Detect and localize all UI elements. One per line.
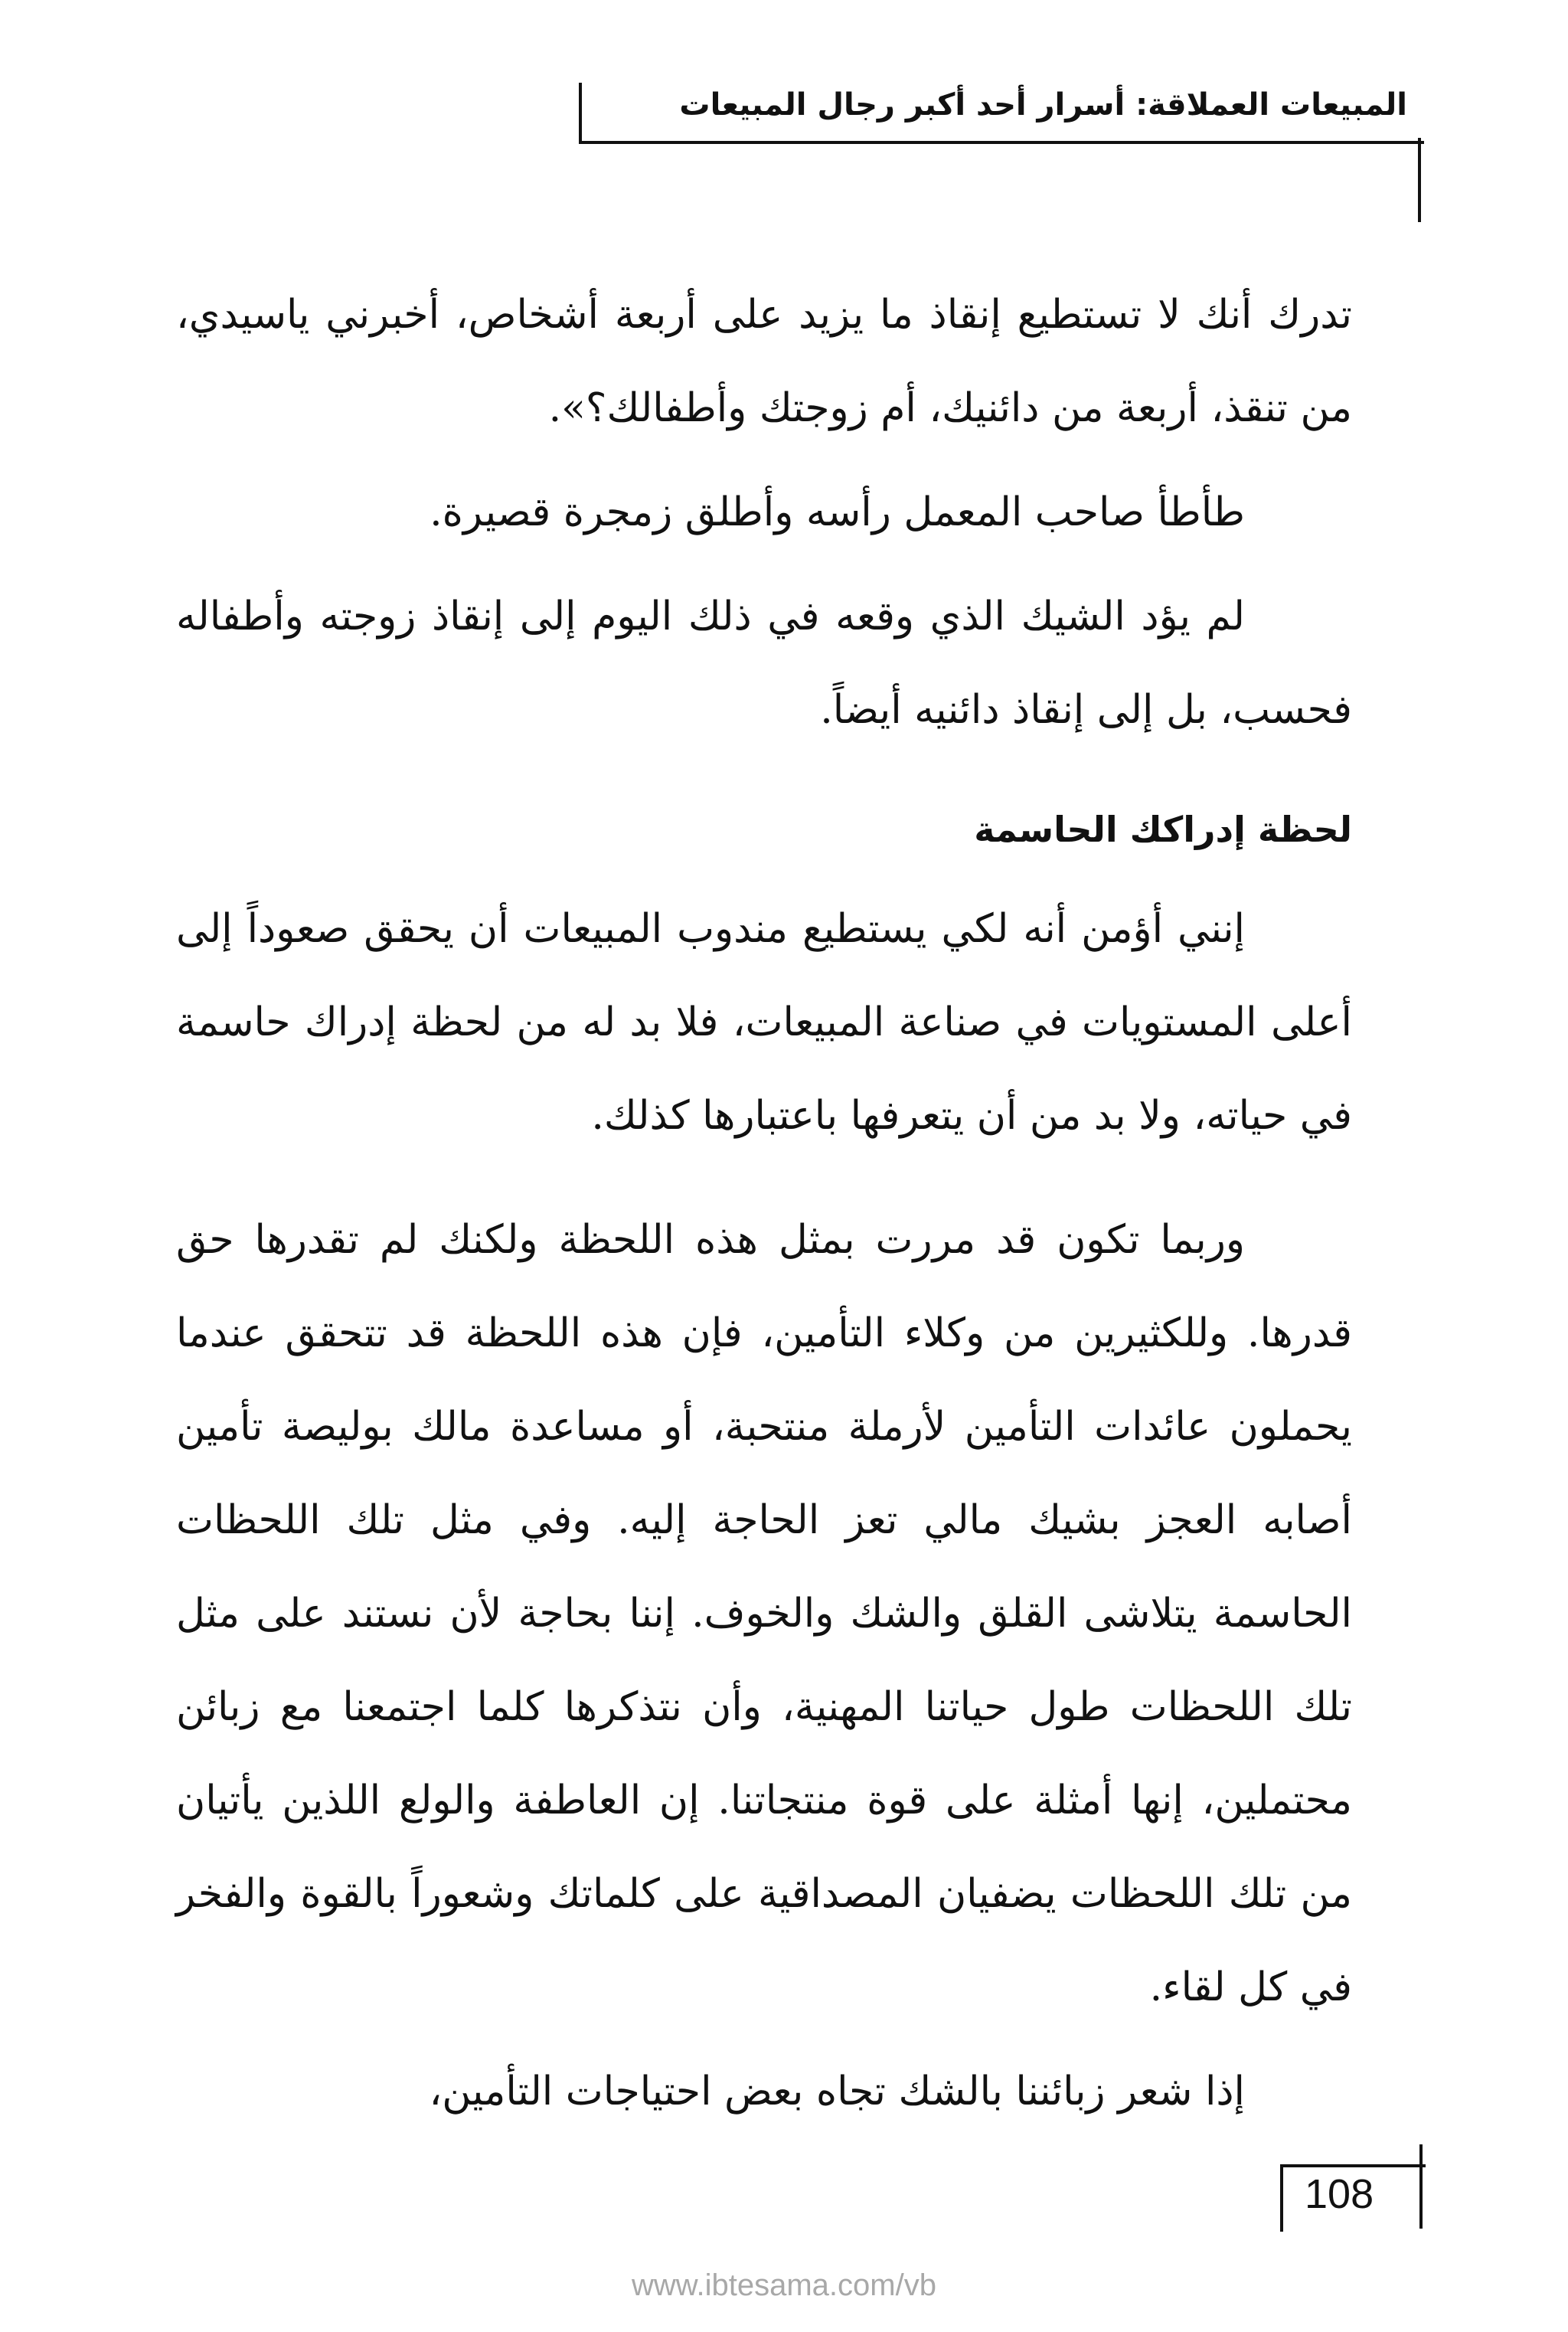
running-header [579,83,1424,144]
paragraph-2: طأطأ صاحب المعمل رأسه وأطلق زمجرة قصيرة. [430,489,1245,535]
paragraph-6: إذا شعر زبائننا بالشك تجاه بعض احتياجات التأمين، [429,2069,1245,2114]
section-heading: لحظة إدراكك الحاسمة [974,809,1352,850]
body-text [176,268,1352,2138]
paragraph-4: إنني أؤمن أنه لكي يستطيع مندوب المبيعات أن يحقق صعوداً إلى أعلى المستويات في صناعة المبيعات، فلا بد له من لحظة إدراك حاسمة في حياته، ولا بد من أن يتعرفها باعتبارها كذلك. [176,906,1352,1139]
paragraph-1: تدرك أنك لا تستطيع إنقاذ ما يزيد على أربعة أشخاص، أخبرني ياسيدي، من تنقذ، أربعة من دائنيك، أم زوجتك وأطفالك؟». [176,292,1352,431]
paragraph-5: وربما تكون قد مررت بمثل هذه اللحظة ولكنك لم تقدرها حق قدرها. وللكثيرين من وكلاء التأمين، فإن هذه اللحظة قد تتحقق عندما يحملون عائدات التأمين لأرملة منتحبة، أو مساعدة مالك بوليصة تأمين أصابه العجز بشيك مالي تعز الحاجة إليه. وفي مثل تلك اللحظات الحاسمة يتلاشى القلق والشك والخوف. إننا بحاجة لأن نستند على مثل تلك اللحظات طول حياتنا المهنية، وأن نتذكرها كلما اجتمعنا مع زبائن محتملين، إنها أمثلة على قوة منتجاتنا. إن العاطفة والولع اللذين يأتيان من تلك اللحظات يضفيان المصداقية على كلماتك وشعوراً بالقوة والفخر في كل لقاء. [176,1217,1352,2010]
page-number: 108 [1305,2171,1374,2217]
watermark-url: www.ibtesama.com/vb [632,2268,936,2302]
running-header-title: المبيعات العملاقة: أسرار أحد أكبر رجال المبيعات [679,87,1407,123]
paragraph-3: لم يؤد الشيك الذي وقعه في ذلك اليوم إلى إنقاذ زوجته وأطفاله فحسب، بل إلى إنقاذ دائنيه أيضاً. [176,594,1352,733]
header-rule [1418,138,1421,222]
